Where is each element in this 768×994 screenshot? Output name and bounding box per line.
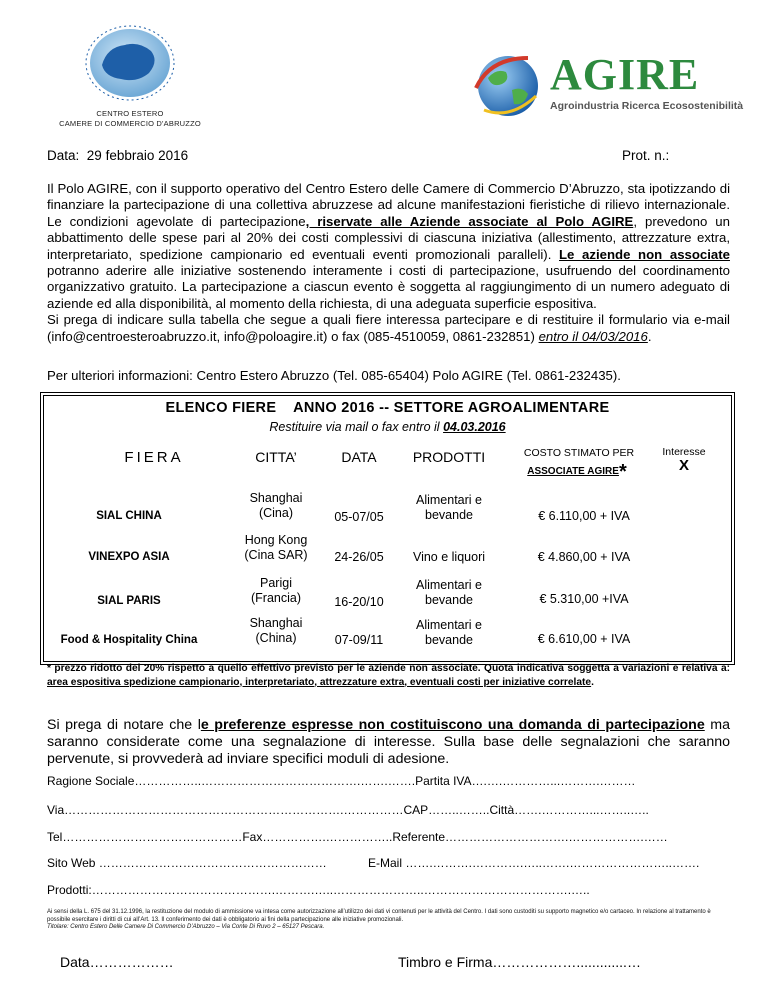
row-1-citta-line1: Shanghai bbox=[249, 491, 303, 505]
row-4-citta-line2: (China) bbox=[255, 631, 297, 645]
header-citta: CITTA’ bbox=[255, 449, 297, 465]
row-4-prodotti bbox=[389, 618, 509, 648]
logo-line-1: CENTRO ESTERO bbox=[96, 109, 164, 118]
intro-text-p2a: Si prega di indicare sulla tabella che segue a quali fiere interessa partecipare e di restituire il formulario via e-mail (info@centroesteroabruzzo.it, info@poloagire.it) o fax (085-4510059, 0861-232851) bbox=[47, 312, 730, 344]
row-1-prod-line2: bevande bbox=[425, 508, 473, 522]
footnote-text: * prezzo ridotto del 20% rispetto a quello effettivo previsto per le aziende non associate. Quota indicativa soggetta a variazioni e relativa a: bbox=[47, 663, 730, 674]
footnote-period: . bbox=[591, 676, 594, 688]
field-tel[interactable]: Tel………………………………………Fax…………….……………..Referente………………………….……………….…… bbox=[47, 830, 668, 844]
abruzzo-globe-icon bbox=[77, 25, 183, 103]
row-2-prodotti: Vino e liquori bbox=[412, 550, 486, 564]
privacy-note bbox=[47, 909, 730, 932]
header-costo-associate-text: ASSOCIATE AGIRE bbox=[527, 466, 619, 477]
row-1-prodotti bbox=[389, 493, 509, 523]
date-line bbox=[47, 148, 188, 163]
row-3-data: 16-20/10 bbox=[334, 595, 384, 609]
date-label: Data: bbox=[47, 148, 80, 163]
row-1-fiera: SIAL CHINA bbox=[96, 510, 162, 522]
intro-paragraph bbox=[47, 181, 730, 345]
intro-period: . bbox=[647, 328, 652, 344]
intro-text-a: Il Polo AGIRE, con il supporto operativo del Centro Estero delle Camere di Commercio D’Abruzzo, sta ipotizzando di finanziare la partecipazione di una collettiva abruzzese ad alcune manifestazioni fieristiche di rilievo internazionale. Le condizioni agevolate di partecipazione bbox=[47, 181, 730, 229]
row-4-citta-line1: Shanghai bbox=[249, 616, 303, 630]
row-3-costo: € 5.310,00 +IVA bbox=[539, 592, 629, 606]
header-interesse: Interesse bbox=[662, 446, 706, 458]
row-1-citta-line2: (Cina) bbox=[258, 506, 294, 520]
agire-wordmark: AGIRE bbox=[550, 50, 700, 99]
fairs-table bbox=[43, 395, 732, 662]
notice-text-c: ma saranno considerate come una segnalazione di interesse. Sulla base delle segnalazioni che saranno pervenute, si provvederà ad inviare specifici moduli di adesione. bbox=[47, 717, 730, 767]
logo-line-2: CAMERE DI COMMERCIO D'ABRUZZO bbox=[59, 119, 201, 128]
row-3-fiera: SIAL PARIS bbox=[97, 595, 161, 607]
row-3-prod-line1: Alimentari e bbox=[416, 578, 482, 592]
header-prodotti: PRODOTTI bbox=[412, 449, 486, 465]
header-data: DATA bbox=[341, 449, 377, 465]
header-x: X bbox=[678, 457, 689, 474]
footnote-underlined: area espositiva spedizione campionario, interpretariato, attrezzature extra, eventuali costi per iniziative correlate bbox=[47, 676, 592, 688]
field-data[interactable]: Data……………… bbox=[60, 954, 174, 970]
field-email[interactable]: E-Mail …….……….………….…..…….……………………..……. bbox=[368, 856, 700, 870]
field-timbro-firma[interactable]: Timbro e Firma……………….............… bbox=[398, 954, 641, 970]
row-2-citta-line1: Hong Kong bbox=[244, 533, 308, 547]
field-prodotti[interactable]: Prodotti:……………………………………….……….…..…………………..……………………………….….. bbox=[47, 883, 590, 897]
row-3-citta-line1: Parigi bbox=[260, 576, 292, 590]
table-title: ELENCO FIERE ANNO 2016 -- SETTORE AGROALIMENTARE bbox=[165, 400, 610, 416]
globe-icon bbox=[470, 50, 548, 120]
row-2-citta-line2: (Cina SAR) bbox=[244, 548, 308, 562]
row-2-fiera: VINEXPO ASIA bbox=[88, 551, 170, 563]
prot-label: Prot. n.: bbox=[622, 148, 670, 163]
row-3-citta-line2: (Francia) bbox=[250, 591, 301, 605]
row-4-fiera: Food & Hospitality China bbox=[60, 634, 198, 646]
row-1-data: 05-07/05 bbox=[334, 510, 384, 524]
agire-logo bbox=[470, 50, 744, 130]
header-costo-associate bbox=[502, 461, 652, 483]
notice-emphasis: e preferenze espresse non costituiscono una domanda di partecipazione bbox=[200, 717, 705, 733]
row-4-prod-line1: Alimentari e bbox=[416, 618, 482, 632]
row-4-prod-line2: bevande bbox=[425, 633, 473, 647]
header-costo: COSTO STIMATO PER bbox=[523, 447, 635, 459]
date-value: 29 febbraio 2016 bbox=[86, 148, 189, 163]
centro-estero-logo bbox=[40, 25, 220, 140]
intro-non-associate: Le aziende non associate bbox=[559, 246, 730, 262]
subtitle-text: Restituire via mail o fax entro il bbox=[269, 420, 444, 434]
notice-text-a: Si prega di notare che l bbox=[47, 717, 201, 733]
row-1-costo: € 6.110,00 + IVA bbox=[538, 509, 630, 523]
row-2-costo: € 4.860,00 + IVA bbox=[537, 550, 631, 564]
header-asterisk: * bbox=[618, 461, 627, 483]
field-sito-web[interactable]: Sito Web ………………………………………………… bbox=[47, 856, 327, 870]
intro-reserved: , riservate alle Aziende associate al Polo AGIRE bbox=[305, 213, 634, 229]
intro-text-c: , prevedono un abbattimento delle spese pari al 20% dei costi complessivi di ciascuna iniziativa (allestimento, attrezzature extra, interpretariato, spedizione campionario ed eventuali eventi promozionali paralleli). bbox=[47, 213, 730, 262]
field-via[interactable]: Via…………………………………………………………….……………CAP……..……..Città…….…………...……..….. bbox=[47, 803, 649, 817]
subtitle-date: 04.03.2016 bbox=[443, 420, 506, 434]
header-fiera: FIERA bbox=[124, 449, 184, 466]
row-1-prod-line1: Alimentari e bbox=[416, 493, 482, 507]
intro-deadline: entro il 04/03/2016 bbox=[538, 328, 648, 344]
field-ragione-sociale[interactable]: Ragione Sociale……………..………………………………….…….…….Partita IVA….….…………...……….……… bbox=[47, 774, 636, 788]
intro-text-e: potranno aderire alle iniziative sostenendo interamente i costi di partecipazione, usufruendo del coordinamento organizzativo gratuito. La partecipazione a ciascun evento è soggetta al raggiungimento di un numero adeguato di aziende ed alla disponibilità, al momento della richiesta, di una adeguata superficie espositiva. bbox=[47, 263, 730, 311]
agire-tagline: Agroindustria Ricerca Ecosostenibilità bbox=[550, 100, 744, 112]
row-3-prod-line2: bevande bbox=[425, 593, 473, 607]
row-4-data: 07-09/11 bbox=[334, 633, 384, 647]
row-4-costo: € 6.610,00 + IVA bbox=[537, 632, 631, 646]
table-footnote bbox=[47, 662, 730, 689]
table-subtitle bbox=[44, 420, 731, 434]
privacy-line-1: Ai sensi della L. 675 del 31.12.1996, la restituzione del modulo di ammissione va intesa come autorizzazione all’utilizzo dei dati vi contenuti per le attività del Centro. I dati sono custoditi su supporto magnetico e/o cartaceo. In relazione al trattamento è possibile esercitare i diritti di cui all’Art. 13. Il conferimento dei dati è obbligatorio ai fini della partecipazione alle iniziative promozionali. bbox=[47, 909, 711, 923]
info-line: Per ulteriori informazioni: Centro Estero Abruzzo (Tel. 085-65404) Polo AGIRE (Tel. 0861-232435). bbox=[47, 368, 621, 383]
notice-paragraph bbox=[47, 717, 730, 768]
row-3-prodotti bbox=[389, 578, 509, 608]
privacy-line-2: Titolare: Centro Estero Delle Camere Di Commercio D’Abruzzo – Via Conte Di Ruvo 2 – 65127 Pescara. bbox=[47, 924, 325, 930]
row-2-data: 24-26/05 bbox=[334, 550, 384, 564]
